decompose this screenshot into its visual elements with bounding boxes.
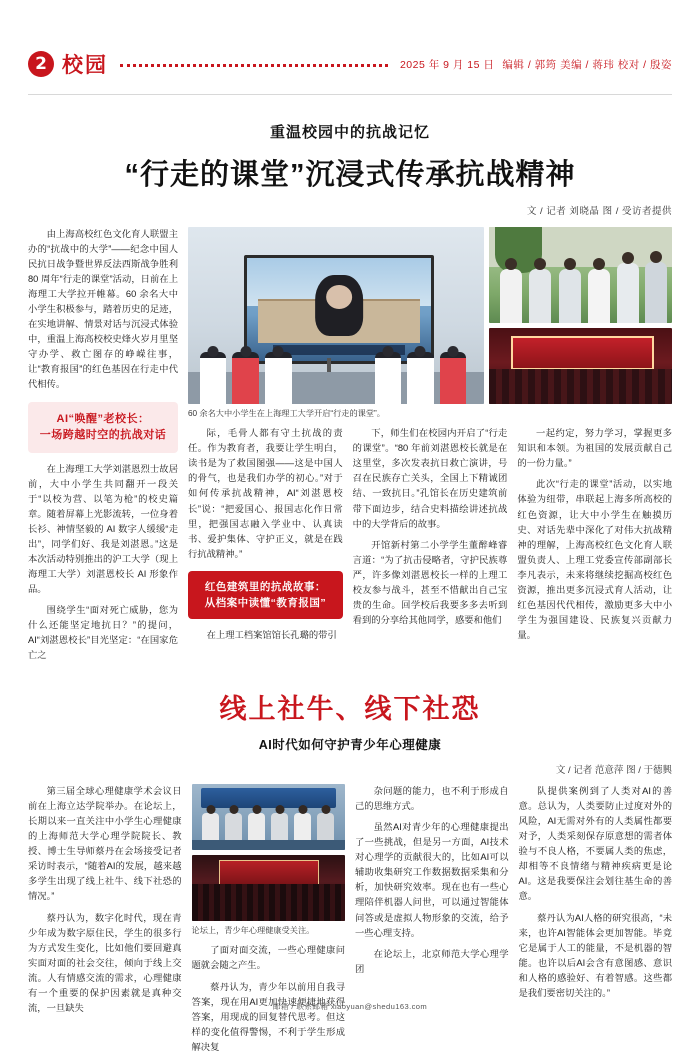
paragraph: 围绕学生“面对死亡威胁，您为什么还能坚定地抗日？”的提问，AI“刘湛恩校长”目光坚定：“在国家危亡之 xyxy=(28,604,178,661)
masthead-rule xyxy=(28,94,672,95)
paragraph: 杂问题的能力，也不利于形成自己的思维方式。 xyxy=(355,786,509,812)
story2-column-1 xyxy=(28,784,182,1061)
student-figure xyxy=(265,352,292,404)
story2-headline: 线上社牛、线下社恐 xyxy=(219,694,481,725)
classroom-lecture-photo xyxy=(188,227,484,404)
callout-line-2: 从档案中读懂“教育报国” xyxy=(204,596,327,609)
masthead-credits: 编辑 / 郭筠 美编 / 蒋玮 校对 / 殷姿 xyxy=(502,58,672,71)
panelist-figure xyxy=(225,813,242,839)
story2-subhead: AI时代如何守护青少年心理健康 xyxy=(258,738,442,753)
screen-portrait xyxy=(315,275,363,337)
outdoor-group-photo xyxy=(489,227,672,323)
person-figure xyxy=(529,269,551,323)
panelist-figure xyxy=(271,813,288,839)
student-figure xyxy=(200,352,227,404)
story2-column-3 xyxy=(355,784,509,1061)
story2-column-2 xyxy=(192,784,346,1061)
story1-column-1 xyxy=(28,227,178,669)
paragraph: 此次“行走的课堂”活动，以实地体验为纽带，串联起上海多所高校的红色资源，让大中小学生在触摸历史、对话先辈中深化了对伟大抗战精神的理解，上海高校红色文化育人联盟负责人、上理工党委宣传部副部长李凡表示，未来将继续挖掘高校红色资源，推出更多沉浸式育人活动，让红色基因代代相传，激励更多大中小学生为强国建设、民族复兴贡献力量。 xyxy=(517,479,673,640)
stage-screen xyxy=(219,860,319,884)
person-figure xyxy=(500,269,522,323)
auditorium-photo xyxy=(489,328,672,404)
callout-line-2: 一场跨越时空的抗战对话 xyxy=(39,429,167,442)
dotted-divider xyxy=(120,64,388,68)
masthead xyxy=(28,0,672,84)
audience-crowd xyxy=(192,884,346,921)
story1-right-block xyxy=(188,227,672,669)
forum-panel-photo xyxy=(192,784,346,850)
paragraph: 蔡丹认为AI人格的研究很高，“未来，也许AI智能体会更加智能。毕竟它是属于人工的能量，不是机器的智能。也许以后AI会含有意图感、意识和人格的感验好、有着智感。这些都是我们要密切关注的。” xyxy=(518,912,672,998)
story1-headline: “行走的课堂”沉浸式传承抗战精神 xyxy=(124,159,576,191)
paragraph: 虽然AI对青少年的心理健康提出了一些挑战，但是另一方面，AI技术对心理学的贡献很大的，比如AI可以辅助收集研究工作数据数据采集和分析，加快研究效率。现在也有一些心理陪伴机器人问世，可以通过智能体问答或是虚拟人物形象的交流，给予一些心理支持。 xyxy=(355,822,509,938)
paragraph: 蔡丹认为，青少年以前用自我寻答案，现在用AI更加快速便捷地获得答案，用现成的回复替代思考。但这样的变化值得警惕，不利于学生形成解决复 xyxy=(191,981,345,1052)
student-figure xyxy=(375,352,402,404)
paragraph: 在上海理工大学刘湛恩烈士故居前，大中小学生共同翻开一段关于“以校为营、以笔为枪”的校史篇章。随着屏幕上光影流转，一位身着长衫、神情坚毅的 AI 数字人缓缓“走出”，同学们好、我是刘湛恩。”这是本次活动特别推出的沪工大学（现上海理工大学）刘湛恩校长 AI 形象作品。 xyxy=(28,463,178,594)
story1-byline: 文 / 记者 刘晓晶 图 / 受访者提供 xyxy=(526,206,672,217)
story1-columns-234 xyxy=(188,426,672,649)
panelist-figure xyxy=(294,813,311,839)
panel-desk xyxy=(192,840,346,851)
story1-column-2 xyxy=(188,426,343,649)
paragraph: 由上海高校红色文化育人联盟主办的“抗战中的大学”——纪念中国人民抗日战争暨世界反法西斯战争胜利 80 周年“行走的课堂”活动，日前在上海理工大学拉开帷幕。60 余名大中小学生积极参与，踏着历史的足迹，在实地讲解、情景对话与沉浸式体验中，重温上海高校校史烽火岁月里坚守办学、救亡图存的峥嵘往事，让“教育报国”的红色基因在行走中代代相传。 xyxy=(28,229,178,390)
paragraph: 一起约定，努力学习，掌握更多知识和本领。为祖国的发展贡献自己的一份力量。” xyxy=(517,428,673,469)
student-figure xyxy=(440,352,467,404)
paragraph: 蔡丹认为，数字化时代，现在青少年成为数字原住民，学生的很多行为方式发生变化，比如他们要回避真实面对面的社会交往，倾向于线上交流。人有情感交流的需求，心理健康有一个重要的保护因素就是真种交流，一旦缺失 xyxy=(28,912,182,1013)
panelist-figure xyxy=(317,813,334,839)
paragraph: 队提供案例到了人类对AI的善意。总认为，人类要防止过度对外的风险，AI无需对外有的人类属性都要对予，人类采刻保存原意想的需者体验与不良人格，不要属人类的焦虑，却相等不良情绪与精神疾病更是论AI。这是我要保注会划往基生命的善意。 xyxy=(518,786,672,902)
paragraph: 在论坛上，北京师范大学心理学团 xyxy=(355,948,509,974)
callout-line-1: AI“唤醒”老校长： xyxy=(56,412,150,425)
photo-caption: 论坛上，青少年心理健康受关注。 xyxy=(191,926,315,936)
story2-byline: 文 / 记者 范意萍 图 / 于德興 xyxy=(555,765,672,777)
story1-column-3 xyxy=(353,426,508,649)
story1-shoulder: 重温校园中的抗战记忆 xyxy=(269,124,430,141)
story2-column-4 xyxy=(519,784,673,1061)
person-figure xyxy=(617,263,639,323)
callout-red-buildings xyxy=(188,571,343,620)
person-figure xyxy=(559,269,581,323)
panelist-figure xyxy=(202,813,219,839)
student-figure xyxy=(407,352,434,404)
story1-photo-collage xyxy=(188,227,672,404)
section-title: 校园 xyxy=(62,54,108,77)
audience-photo xyxy=(192,855,346,921)
paragraph: 际，毛骨人都有守土抗战的责任。作为教育者，我要让学生明白，读书是为了救国图强——这是中国人的骨气，也是我们办学的初心。”对于如何传承抗战精神，AI“刘湛恩校长”说：“把爱国心、报国志化作日常里，把强国志融入学业中、认真读书、爱护集体、守护正义，就是在践行抗战精神。” xyxy=(188,428,343,559)
stage-backdrop xyxy=(511,336,654,370)
paragraph: 第三届全球心理健康学术会议日前在上海立达学院举办。在论坛上，长期以来一直关注中小学生心理健康的上海师范大学心理学院院长、教授、博士生导师蔡丹在会场接受记者采访时表示，“随着AI的发展，越来越多学生出现了线上社牛、线下社恐的情况。” xyxy=(28,786,182,902)
stage-banner xyxy=(201,788,336,808)
story1-column-4 xyxy=(517,426,672,649)
paragraph: 在上理工档案馆馆长孔璐的带引 xyxy=(206,630,337,641)
paragraph: 下，师生们在校园内开启了“行走的课堂”。“80 年前刘湛恩校长就是在这里堂，多次发表抗日救亡演讲，号召在民族存亡关头，全国上下精诚团结、一致抗日。”孔馆长在历史建筑前带下面边步，结合史料描绘讲述抗战中的大学背后的故事。 xyxy=(352,428,508,529)
paragraph: 了面对面交流，一些心理健康问题就会随之产生。 xyxy=(191,945,345,971)
photo-caption: 60 余名大中小学生在上海理工大学开启“行走的课堂”。 xyxy=(188,409,385,418)
page-number-badge: 2 xyxy=(28,51,54,77)
audience-seats xyxy=(489,369,672,404)
student-figure xyxy=(232,352,259,404)
story2-body xyxy=(28,784,672,1061)
callout-line-1: 红色建筑里的抗战故事： xyxy=(204,580,326,593)
paragraph: 开馆新村第二小学学生董醉峰睿言道：“为了抗击侵略者，守护民族尊严，许多像刘湛恩校长一样的上理工校友参与战斗，甚至不惜献出自己宝贵的生命。回学校后我要多多去听到看到的分享给其他同学，感要和他们 xyxy=(352,539,508,625)
masthead-date: 2025 年 9 月 15 日 xyxy=(399,58,495,71)
page-footer: 邮箱 / 联系邮箱 xiaoyuan@shedu163.com xyxy=(272,1002,428,1011)
callout-ai-dialogue xyxy=(28,402,178,453)
person-figure xyxy=(588,269,610,323)
person-figure xyxy=(645,262,667,323)
panelist-figure xyxy=(248,813,265,839)
story1-body xyxy=(28,227,672,669)
